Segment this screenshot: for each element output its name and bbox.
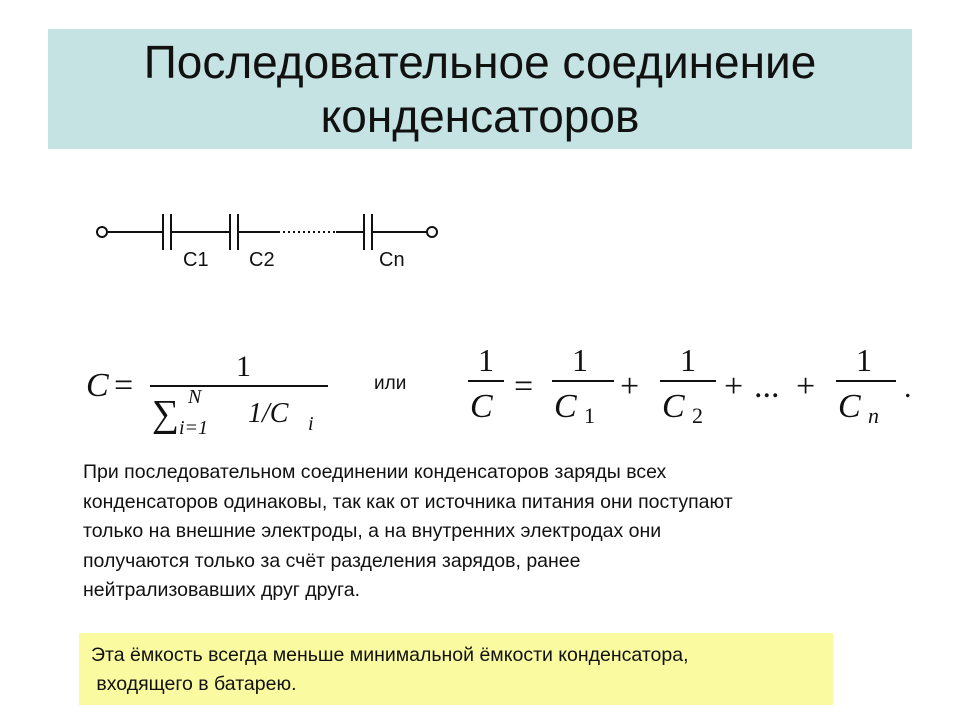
- title-line-2: конденсаторов: [320, 90, 640, 142]
- plus-sign-1: +: [620, 368, 640, 405]
- formula-sum-reciprocal: [84, 340, 344, 440]
- equals-sign: =: [514, 368, 534, 405]
- explanation-line-2: конденсаторов одинаковы, так как от источника питания они поступают: [83, 490, 733, 513]
- lhs-denominator: C: [470, 388, 493, 425]
- sum-lower-limit: i=1: [179, 417, 209, 439]
- sum-term: 1/C: [248, 398, 289, 429]
- slide-title: [48, 29, 912, 149]
- term2-subscript: 2: [692, 403, 703, 428]
- capacitor-label-c2: C2: [249, 249, 275, 271]
- lhs-numerator: 1: [478, 342, 494, 378]
- explanation-line-4: получаются только за счёт разделения зарядов, ранее: [83, 549, 581, 572]
- formula-numerator: 1: [236, 350, 251, 383]
- plus-sign-3: +: [796, 368, 816, 405]
- ellipsis: ...: [754, 368, 780, 405]
- term1-denominator: C: [554, 388, 577, 425]
- explanation-line-1: При последовательном соединении конденсаторов заряды всех: [83, 461, 667, 483]
- termn-numerator: 1: [856, 342, 872, 378]
- connector-word: или: [374, 373, 407, 394]
- term1-numerator: 1: [572, 342, 588, 378]
- note-line-2: входящего в батарею.: [91, 673, 297, 695]
- explanation-line-3: только на внешние электроды, а на внутренних электродах они: [83, 520, 662, 542]
- formula-period: .: [904, 371, 912, 404]
- title-line-1: Последовательное соединение: [143, 36, 817, 88]
- formula-equals: =: [114, 367, 134, 404]
- explanation-paragraph: [83, 458, 903, 606]
- sum-upper-limit: N: [188, 386, 202, 408]
- capacitor-label-c1: C1: [183, 249, 209, 271]
- term2-numerator: 1: [680, 342, 696, 378]
- explanation-line-5: нейтрализовавших друг друга.: [83, 579, 360, 601]
- sum-term-subscript: i: [308, 413, 314, 435]
- note-line-1: Эта ёмкость всегда меньше минимальной ёмкости конденсатора,: [91, 644, 689, 666]
- left-terminal: [97, 227, 107, 237]
- highlight-note: [79, 633, 833, 705]
- formula-series-sum: [462, 335, 922, 435]
- termn-subscript: n: [868, 403, 879, 428]
- series-capacitor-circuit: [88, 200, 448, 280]
- formula-lhs: C: [86, 367, 109, 404]
- plus-sign-2: +: [724, 368, 744, 405]
- termn-denominator: C: [838, 388, 861, 425]
- term1-subscript: 1: [584, 403, 595, 428]
- sum-symbol: ∑: [152, 393, 180, 435]
- term2-denominator: C: [662, 388, 685, 425]
- capacitor-label-cn: Cn: [379, 249, 405, 271]
- right-terminal: [427, 227, 437, 237]
